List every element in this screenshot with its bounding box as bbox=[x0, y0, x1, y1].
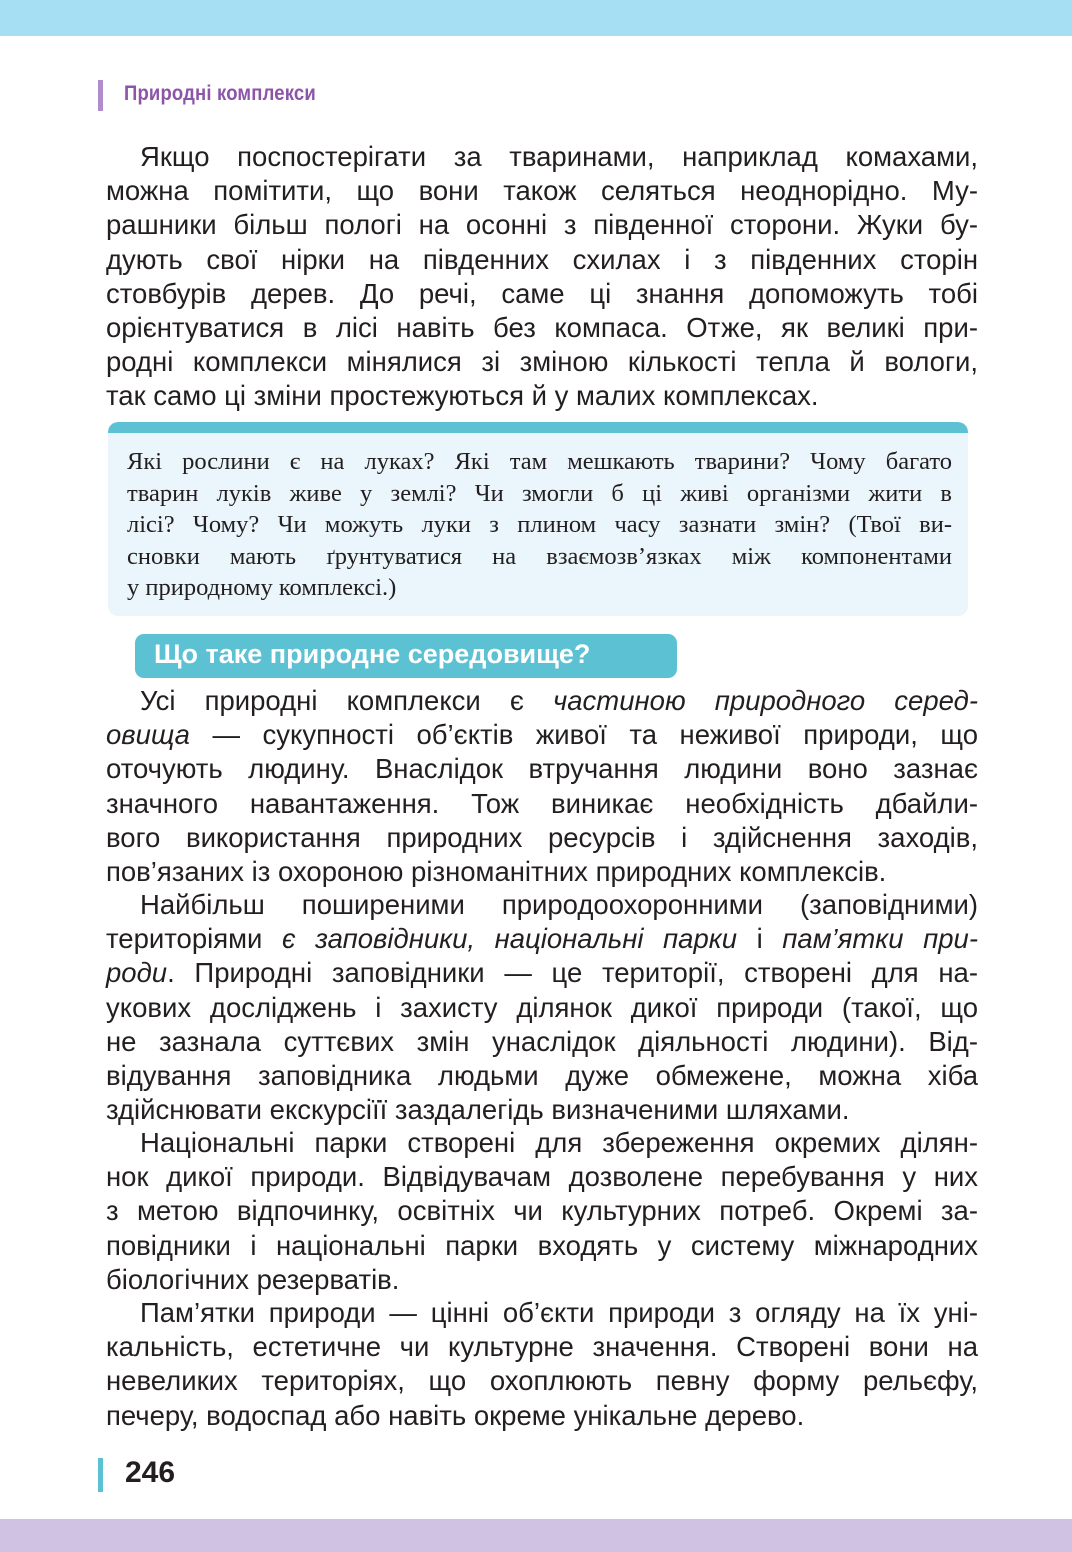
paragraph-line: пов’язаних із охороною різноманітних природних комплексів. bbox=[106, 856, 887, 888]
italic-term: пам’ятки при- bbox=[782, 923, 978, 955]
footer-accent-bar bbox=[98, 1458, 103, 1492]
paragraph-text: територіями bbox=[106, 923, 282, 955]
paragraph-line: укових досліджень і захисту ділянок дикої природи (такої, що bbox=[106, 991, 978, 1023]
paragraph-line: з метою відпочинку, освітніх чи культурних потреб. Окремі за- bbox=[106, 1195, 978, 1227]
paragraph-line: печеру, водоспад або навіть окреме унікальне дерево. bbox=[106, 1399, 805, 1431]
italic-term: частиною природного серед- bbox=[553, 685, 978, 716]
paragraph-line: орієнтуватися в лісі навіть без компаса. Отже, як великі при- bbox=[106, 312, 978, 344]
paragraph-3 bbox=[106, 888, 978, 1127]
paragraph-line: повідники і національні парки входять у систему міжнародних bbox=[106, 1229, 978, 1261]
paragraph-line: стовбурів дерев. До речі, саме ці знання допоможуть тобі bbox=[106, 277, 978, 309]
paragraph-4 bbox=[106, 1126, 978, 1297]
paragraph-2 bbox=[106, 684, 978, 889]
paragraph-text: Національні парки створені для збереження окремих ділян- bbox=[140, 1127, 978, 1158]
paragraph-line: рашники більш пологі на осонні з південної сторони. Жуки бу- bbox=[106, 209, 978, 241]
section-title: Що таке природне середовище? bbox=[154, 639, 591, 669]
italic-term: роди bbox=[106, 957, 168, 989]
question-line: сновки мають ґрунтуватися на взаємозв’язках між компонентами bbox=[127, 542, 952, 570]
question-line: лісі? Чому? Чи можуть луки з плином часу зазнати змін? (Твої ви- bbox=[127, 511, 952, 538]
paragraph-line: кальність, естетичне чи культурне значення. Створені вони на bbox=[106, 1331, 978, 1363]
paragraph-line: біологічних резерватів. bbox=[106, 1263, 400, 1295]
paragraph-line: Якщо поспостерігати за тваринами, наприклад комахами, bbox=[140, 141, 978, 172]
paragraph-text: Пам’ятки природи — цінні об’єкти природи з огляду на їх уні- bbox=[140, 1297, 978, 1328]
italic-term: овища bbox=[106, 719, 190, 751]
paragraph-5 bbox=[106, 1296, 978, 1433]
paragraph-text: Усі природні комплекси є bbox=[140, 685, 554, 716]
paragraph-line: вого використання природних ресурсів і здійснення заходів, bbox=[106, 821, 978, 853]
running-header: Природні комплекси bbox=[124, 82, 316, 105]
paragraph-line: значного навантаження. Тож виникає необхідність дбайли- bbox=[106, 787, 978, 819]
paragraph-line: не зазнала суттєвих змін унаслідок діяльності людини). Від- bbox=[106, 1025, 978, 1057]
question-line: тварин луків живе у землі? Чи змогли б ці живі організми жити в bbox=[127, 479, 952, 507]
paragraph-line: оточують людину. Внаслідок втручання людини воно зазнає bbox=[106, 753, 978, 785]
paragraph-line: нок дикої природи. Відвідувачам дозволене перебування у них bbox=[106, 1161, 978, 1193]
paragraph-line: відування заповідника людьми дуже обмежене, можна хіба bbox=[106, 1060, 978, 1092]
question-line: у природному комплексі.) bbox=[127, 574, 397, 601]
paragraph-text: Найбільш поширеними природоохоронними (заповідними) bbox=[140, 889, 978, 920]
paragraph-text: — сукупності об’єктів живої та неживої природи, що bbox=[189, 719, 978, 751]
section-heading-pill bbox=[135, 634, 677, 678]
paragraph-line: здійснювати екскурсіїї заздалегідь визначеними шляхами. bbox=[106, 1094, 850, 1126]
italic-term: є заповідники, національні парки bbox=[281, 923, 738, 955]
paragraph-text: . Природні заповідники — це території, створені для на- bbox=[167, 957, 978, 989]
bottom-color-band bbox=[0, 1519, 1072, 1552]
paragraph-line: так само ці зміни простежуються й у малих комплексах. bbox=[106, 380, 819, 412]
header-accent-bar bbox=[98, 80, 103, 111]
question-box-top-strip bbox=[108, 422, 968, 433]
paragraph-text: і bbox=[737, 923, 783, 955]
paragraph-line: родні комплекси мінялися зі зміною кількості тепла й вологи, bbox=[106, 346, 978, 378]
question-box bbox=[108, 422, 968, 616]
question-box-text bbox=[127, 446, 952, 604]
top-color-band bbox=[0, 0, 1072, 36]
question-line: Які рослини є на луках? Які там мешкають тварини? Чому багато bbox=[127, 448, 952, 475]
paragraph-line: можна помітити, що вони також селяться неоднорідно. Му- bbox=[106, 175, 978, 207]
paragraph-1 bbox=[106, 140, 978, 414]
paragraph-line: невеликих територіях, що охоплюють певну форму рельєфу, bbox=[106, 1365, 978, 1397]
page-number: 246 bbox=[125, 1456, 176, 1489]
paragraph-line: дують свої нірки на південних схилах і з південних сторін bbox=[106, 243, 978, 275]
